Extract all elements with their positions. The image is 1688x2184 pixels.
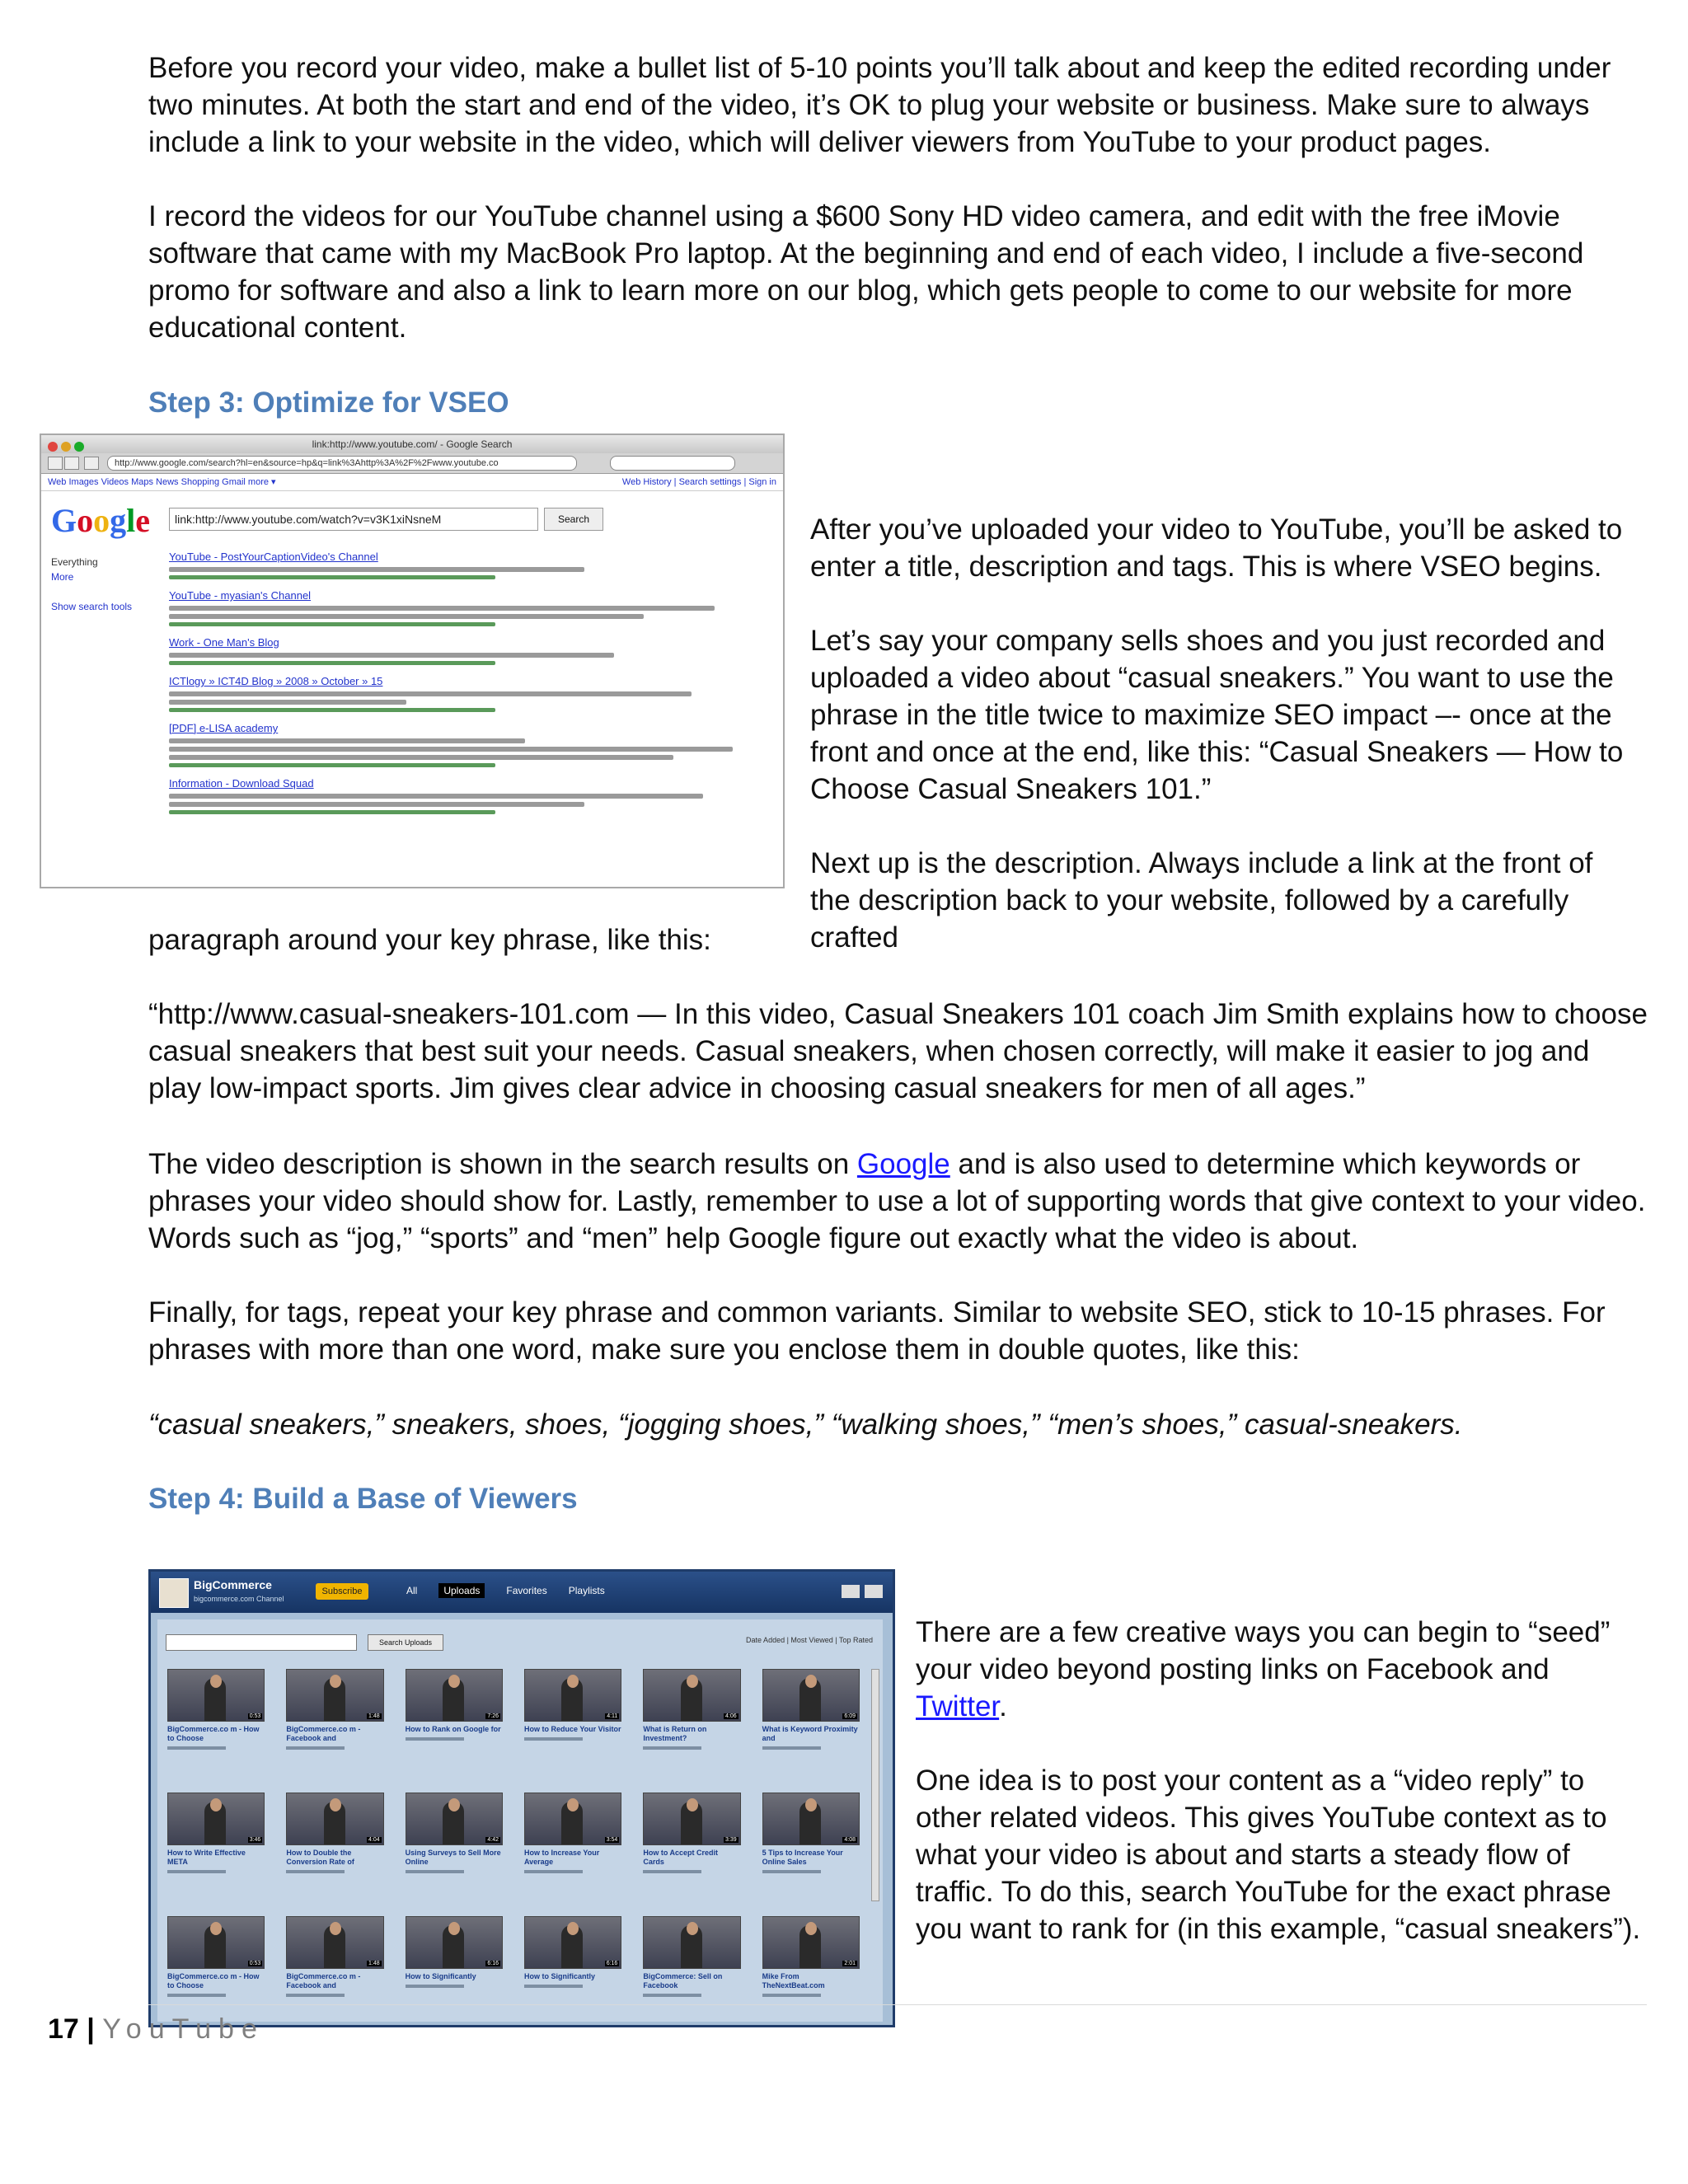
result-snippet: [169, 700, 406, 705]
video-title: BigCommerce.co m - Facebook and: [286, 1972, 361, 1990]
google-link[interactable]: Google: [856, 1148, 950, 1180]
video-title: How to Significantly: [405, 1972, 476, 1980]
channel-name: BigCommerce: [194, 1578, 272, 1591]
video-tile: [643, 1916, 740, 2022]
result-snippet: [169, 738, 525, 743]
channel-sub: bigcommerce.com Channel: [194, 1595, 284, 1603]
browser-url: http://www.google.com/search?hl=en&source=hp&q=link%3Ahttp%3A%2F%2Fwww.youtube.co: [107, 456, 577, 471]
uploads-panel: [157, 1619, 883, 2022]
step4-heading: Step 4: Build a Base of Viewers: [148, 1483, 578, 1515]
result-title: ICTlogy » ICT4D Blog » 2008 » October » 15: [169, 675, 383, 687]
result-url: [169, 763, 495, 767]
video-tile: [286, 1669, 383, 1774]
video-tile: [167, 1669, 265, 1774]
search-result: [169, 675, 762, 712]
presenter-face: [330, 1798, 341, 1811]
footer-separator: |: [87, 2013, 95, 2045]
presenter-face: [805, 1798, 817, 1811]
video-tile: [286, 1916, 383, 2022]
video-meta: [524, 1985, 583, 1988]
google-results: [169, 551, 762, 824]
channel-avatar: [159, 1578, 189, 1608]
video-thumbnail: [643, 1793, 740, 1845]
twitter-link[interactable]: Twitter: [916, 1690, 1000, 1722]
add-bookmark-icon: [84, 457, 99, 470]
video-thumbnail: [167, 1793, 265, 1845]
browser-search-box: [610, 456, 735, 471]
video-duration: 7:26: [487, 1713, 499, 1719]
video-title: How to Significantly: [524, 1972, 596, 1980]
video-duration: 3:54: [606, 1837, 618, 1843]
video-thumbnail: [286, 1669, 383, 1722]
paragraph-vseo-intro: After you’ve uploaded your video to YouTube, you’ll be asked to enter a title, description and tags. This is where VSEO begins.: [810, 513, 1623, 583]
video-tile: [762, 1793, 860, 1898]
video-tile: [524, 1916, 621, 2022]
video-title: What is Keyword Proximity and: [762, 1725, 858, 1742]
video-tile: [167, 1916, 265, 2022]
video-tile: [643, 1793, 740, 1898]
paragraph-video-reply: One idea is to post your content as a “video reply” to other related videos. This gives YouTube context as to what your video is about and starts a steady flow of traffic. To do this, search YouTube for the exact phrase you want to rank for (in this example, “casual sneakers”).: [916, 1765, 1641, 1945]
video-title: 5 Tips to Increase Your Online Sales: [762, 1849, 843, 1866]
paragraph-quote: “http://www.casual-sneakers-101.com — In this video, Casual Sneakers 101 coach Jim Smith explains how to choose casual sneakers that best suit your needs. Casual sneakers, when chosen correctly, will make it easier to jog and play low-impact sports. Jim gives clear advice in choosing casual sneakers for men of all ages.”: [148, 998, 1648, 1104]
result-snippet: [169, 691, 692, 696]
desc-text-after: and is also used to determine which keywords or phrases your video should show for. Lastly, remember to use a lot of supporting words that give context to your video. Words such as “jog,” “sports” and “men” help Google figure out exactly what the video is about.: [148, 1148, 1646, 1254]
result-title: YouTube - myasian's Channel: [169, 589, 312, 602]
video-thumbnail: [643, 1669, 740, 1722]
video-thumbnail: [167, 1916, 265, 1969]
search-result: [169, 551, 762, 579]
result-url: [169, 661, 495, 665]
google-query-input: link:http://www.youtube.com/watch?v=v3K1xiNsneM: [169, 508, 538, 531]
browser-titlebar: [41, 435, 783, 453]
paragraph-description-usage: [148, 1146, 1648, 1257]
video-title: How to Accept Credit Cards: [643, 1849, 719, 1866]
back-icon: [48, 457, 63, 470]
video-meta: [643, 1994, 701, 1997]
video-tile: [167, 1793, 265, 1898]
presenter-face: [448, 1922, 460, 1935]
video-thumbnail: [524, 1793, 621, 1845]
google-logo: Google: [51, 502, 151, 539]
video-thumbnail: [406, 1669, 503, 1722]
video-duration: 2:01: [844, 1961, 856, 1966]
video-meta: [762, 1994, 821, 1997]
search-result: [169, 777, 762, 814]
video-thumbnail: [762, 1916, 860, 1969]
paragraph-tags: Finally, for tags, repeat your key phrase and common variants. Similar to website SEO, stick to 10-15 phrases. For phrases with more than one word, make sure you enclose them in double quotes, like this:: [148, 1296, 1606, 1366]
video-meta: [406, 1985, 464, 1988]
tab-uploads: Uploads: [438, 1583, 485, 1598]
video-thumbnail: [286, 1916, 383, 1969]
presenter-face: [448, 1798, 460, 1811]
page-number: 17: [48, 2013, 79, 2045]
youtube-channel-header: [151, 1572, 893, 1613]
video-thumbnail: [643, 1916, 740, 1969]
video-meta: [762, 1746, 821, 1750]
minimize-dot-icon: [61, 442, 71, 452]
google-search-button: Search: [544, 508, 603, 531]
close-dot-icon: [48, 442, 58, 452]
video-duration: 4:11: [607, 1713, 618, 1719]
desc-text-before: The video description is shown in the search results on: [148, 1148, 857, 1180]
vseo-column: [810, 511, 1634, 956]
browser-window-title: link:http://www.youtube.com/ - Google Search: [312, 438, 513, 450]
paragraph-vseo-title: Let’s say your company sells shoes and you just recorded and uploaded a video about “casual sneakers.” You want to use the phrase in the title twice to maximize SEO impact –- once at the front and once at the end, like this: “Casual Sneakers — How to Choose Casual Sneakers 101.”: [810, 625, 1624, 805]
video-title: BigCommerce.co m - Facebook and: [286, 1725, 361, 1742]
channel-tabs: [406, 1585, 626, 1596]
sidebar-everything: Everything: [51, 556, 98, 568]
grid-view-icon: [865, 1585, 883, 1598]
result-snippet: [169, 567, 584, 572]
page-footer: [48, 2013, 265, 2046]
video-meta: [524, 1737, 583, 1741]
video-title: How to Double the Conversion Rate of: [286, 1849, 354, 1866]
video-title: BigCommerce.co m - How to Choose: [167, 1725, 260, 1742]
result-snippet: [169, 747, 733, 752]
seed-text-after: .: [999, 1690, 1007, 1722]
presenter-face: [687, 1798, 698, 1811]
video-duration: 4:04: [368, 1837, 380, 1843]
footer-label: YouTube: [102, 2013, 265, 2045]
result-url: [169, 622, 495, 626]
result-snippet: [169, 755, 673, 760]
video-title: Mike From TheNextBeat.com: [762, 1972, 825, 1990]
zoom-dot-icon: [74, 442, 84, 452]
video-title: How to Write Effective META: [167, 1849, 246, 1866]
video-meta: [643, 1870, 701, 1873]
forward-icon: [64, 457, 79, 470]
paragraph-vseo-description: Next up is the description. Always include a link at the front of the description back to your website, followed by a carefully crafted: [810, 847, 1593, 954]
footer-rule: [148, 2004, 1647, 2005]
google-nav-bar: [41, 474, 783, 491]
seed-column: [916, 1614, 1641, 1947]
video-meta: [167, 1870, 226, 1873]
video-title: What is Return on Investment?: [643, 1725, 707, 1742]
video-thumbnail: [167, 1669, 265, 1722]
video-tile: [406, 1916, 503, 2022]
search-result: [169, 636, 762, 665]
presenter-face: [330, 1922, 341, 1935]
presenter-face: [805, 1922, 817, 1935]
google-nav-links: Web Images Videos Maps News Shopping Gmail more ▾: [48, 477, 276, 487]
video-duration: 6:09: [844, 1713, 856, 1719]
video-duration: 4:08: [844, 1837, 856, 1843]
video-duration: 6:16: [606, 1961, 618, 1966]
video-meta: [286, 1746, 345, 1750]
paragraph-seed: [916, 1614, 1641, 1725]
sidebar-more: More: [51, 571, 74, 583]
video-thumbnail: [286, 1793, 383, 1845]
video-tile: [406, 1793, 503, 1898]
video-duration: 1:48: [368, 1961, 380, 1966]
video-duration: 4:42: [487, 1837, 499, 1843]
tab-favorites: Favorites: [506, 1585, 547, 1596]
presenter-face: [687, 1675, 698, 1688]
video-meta: [286, 1870, 345, 1873]
video-thumbnail: [406, 1916, 503, 1969]
result-snippet: [169, 794, 703, 799]
result-title: Information - Download Squad: [169, 777, 314, 790]
list-view-icon: [842, 1585, 860, 1598]
video-tile: [762, 1916, 860, 2022]
video-duration: 0:53: [249, 1961, 261, 1966]
uploads-search-input: [166, 1634, 357, 1651]
uploads-search-button: Search Uploads: [368, 1634, 443, 1651]
youtube-channel-screenshot: [148, 1569, 895, 2027]
browser-urlbar: [41, 453, 783, 474]
seed-text-before: There are a few creative ways you can begin to “seed” your video beyond posting links on Facebook and: [916, 1616, 1611, 1685]
google-account-links: Web History | Search settings | Sign in: [621, 477, 776, 487]
presenter-face: [805, 1675, 817, 1688]
result-title: [PDF] e-LISA academy: [169, 722, 279, 734]
video-title: How to Reduce Your Visitor: [524, 1725, 621, 1733]
video-tile: [286, 1793, 383, 1898]
search-result: [169, 589, 762, 626]
result-url: [169, 575, 495, 579]
result-snippet: [169, 606, 715, 611]
result-snippet: [169, 614, 644, 619]
subscribe-button: Subscribe: [316, 1583, 368, 1600]
video-duration: 6:16: [487, 1961, 499, 1966]
video-grid: [167, 1669, 860, 2022]
video-thumbnail: [524, 1916, 621, 1969]
tags-example: “casual sneakers,” sneakers, shoes, “jogging shoes,” “walking shoes,” “men’s shoes,” casual-sneakers.: [148, 1408, 1463, 1441]
video-meta: [286, 1994, 345, 1997]
result-url: [169, 810, 495, 814]
video-duration: 3:39: [725, 1837, 737, 1843]
video-title: How to Rank on Google for: [405, 1725, 501, 1733]
view-toggle: [837, 1585, 883, 1602]
video-meta: [406, 1737, 464, 1741]
video-meta: [643, 1746, 701, 1750]
video-title: How to Increase Your Average: [524, 1849, 600, 1866]
tab-all: All: [406, 1585, 418, 1596]
presenter-face: [448, 1675, 460, 1688]
video-tile: [643, 1669, 740, 1774]
video-thumbnail: [762, 1793, 860, 1845]
video-meta: [524, 1870, 583, 1873]
paragraph-vseo-description-cont: paragraph around your key phrase, like this:: [148, 924, 711, 956]
video-duration: 3:46: [249, 1837, 261, 1843]
google-search-screenshot: [40, 434, 785, 888]
video-meta: [406, 1870, 464, 1873]
result-snippet: [169, 653, 614, 658]
video-duration: 0:53: [249, 1713, 261, 1719]
result-title: YouTube - PostYourCaptionVideo's Channel: [169, 551, 378, 563]
tab-playlists: Playlists: [568, 1585, 605, 1596]
result-url: [169, 708, 495, 712]
video-tile: [762, 1669, 860, 1774]
presenter-face: [687, 1922, 698, 1935]
video-tile: [524, 1793, 621, 1898]
video-title: BigCommerce.co m - How to Choose: [167, 1972, 260, 1990]
video-thumbnail: [406, 1793, 503, 1845]
step3-heading: Step 3: Optimize for VSEO: [148, 387, 509, 419]
scrollbar: [871, 1669, 879, 1901]
result-title: Work - One Man's Blog: [169, 636, 279, 649]
video-meta: [167, 1746, 226, 1750]
result-snippet: [169, 802, 584, 807]
video-title: Using Surveys to Sell More Online: [405, 1849, 501, 1866]
paragraph-equipment: I record the videos for our YouTube channel using a $600 Sony HD video camera, and edit with the free iMovie software that came with my MacBook Pro laptop. At the beginning and end of each video, I include a five-second promo for software and also a link to learn more on our blog, which gets people to come to our website for more educational content.: [148, 200, 1584, 344]
sidebar-tools: Show search tools: [51, 601, 133, 612]
uploads-sort-links: Date Added | Most Viewed | Top Rated: [746, 1636, 873, 1644]
paragraph-record-tips: Before you record your video, make a bullet list of 5-10 points you’ll talk about and keep the edited recording under two minutes. At both the start and end of the video, it’s OK to plug your website or business. Make sure to always include a link to your website in the video, which will deliver viewers from YouTube to your product pages.: [148, 52, 1611, 158]
video-meta: [762, 1870, 821, 1873]
video-tile: [524, 1669, 621, 1774]
video-duration: 1:48: [368, 1713, 380, 1719]
google-sidebar: [51, 555, 132, 614]
video-duration: 4:06: [725, 1713, 737, 1719]
video-thumbnail: [524, 1669, 621, 1722]
video-title: BigCommerce: Sell on Facebook: [643, 1972, 723, 1990]
search-result: [169, 722, 762, 767]
presenter-face: [330, 1675, 341, 1688]
video-thumbnail: [762, 1669, 860, 1722]
video-meta: [167, 1994, 226, 1997]
video-tile: [406, 1669, 503, 1774]
